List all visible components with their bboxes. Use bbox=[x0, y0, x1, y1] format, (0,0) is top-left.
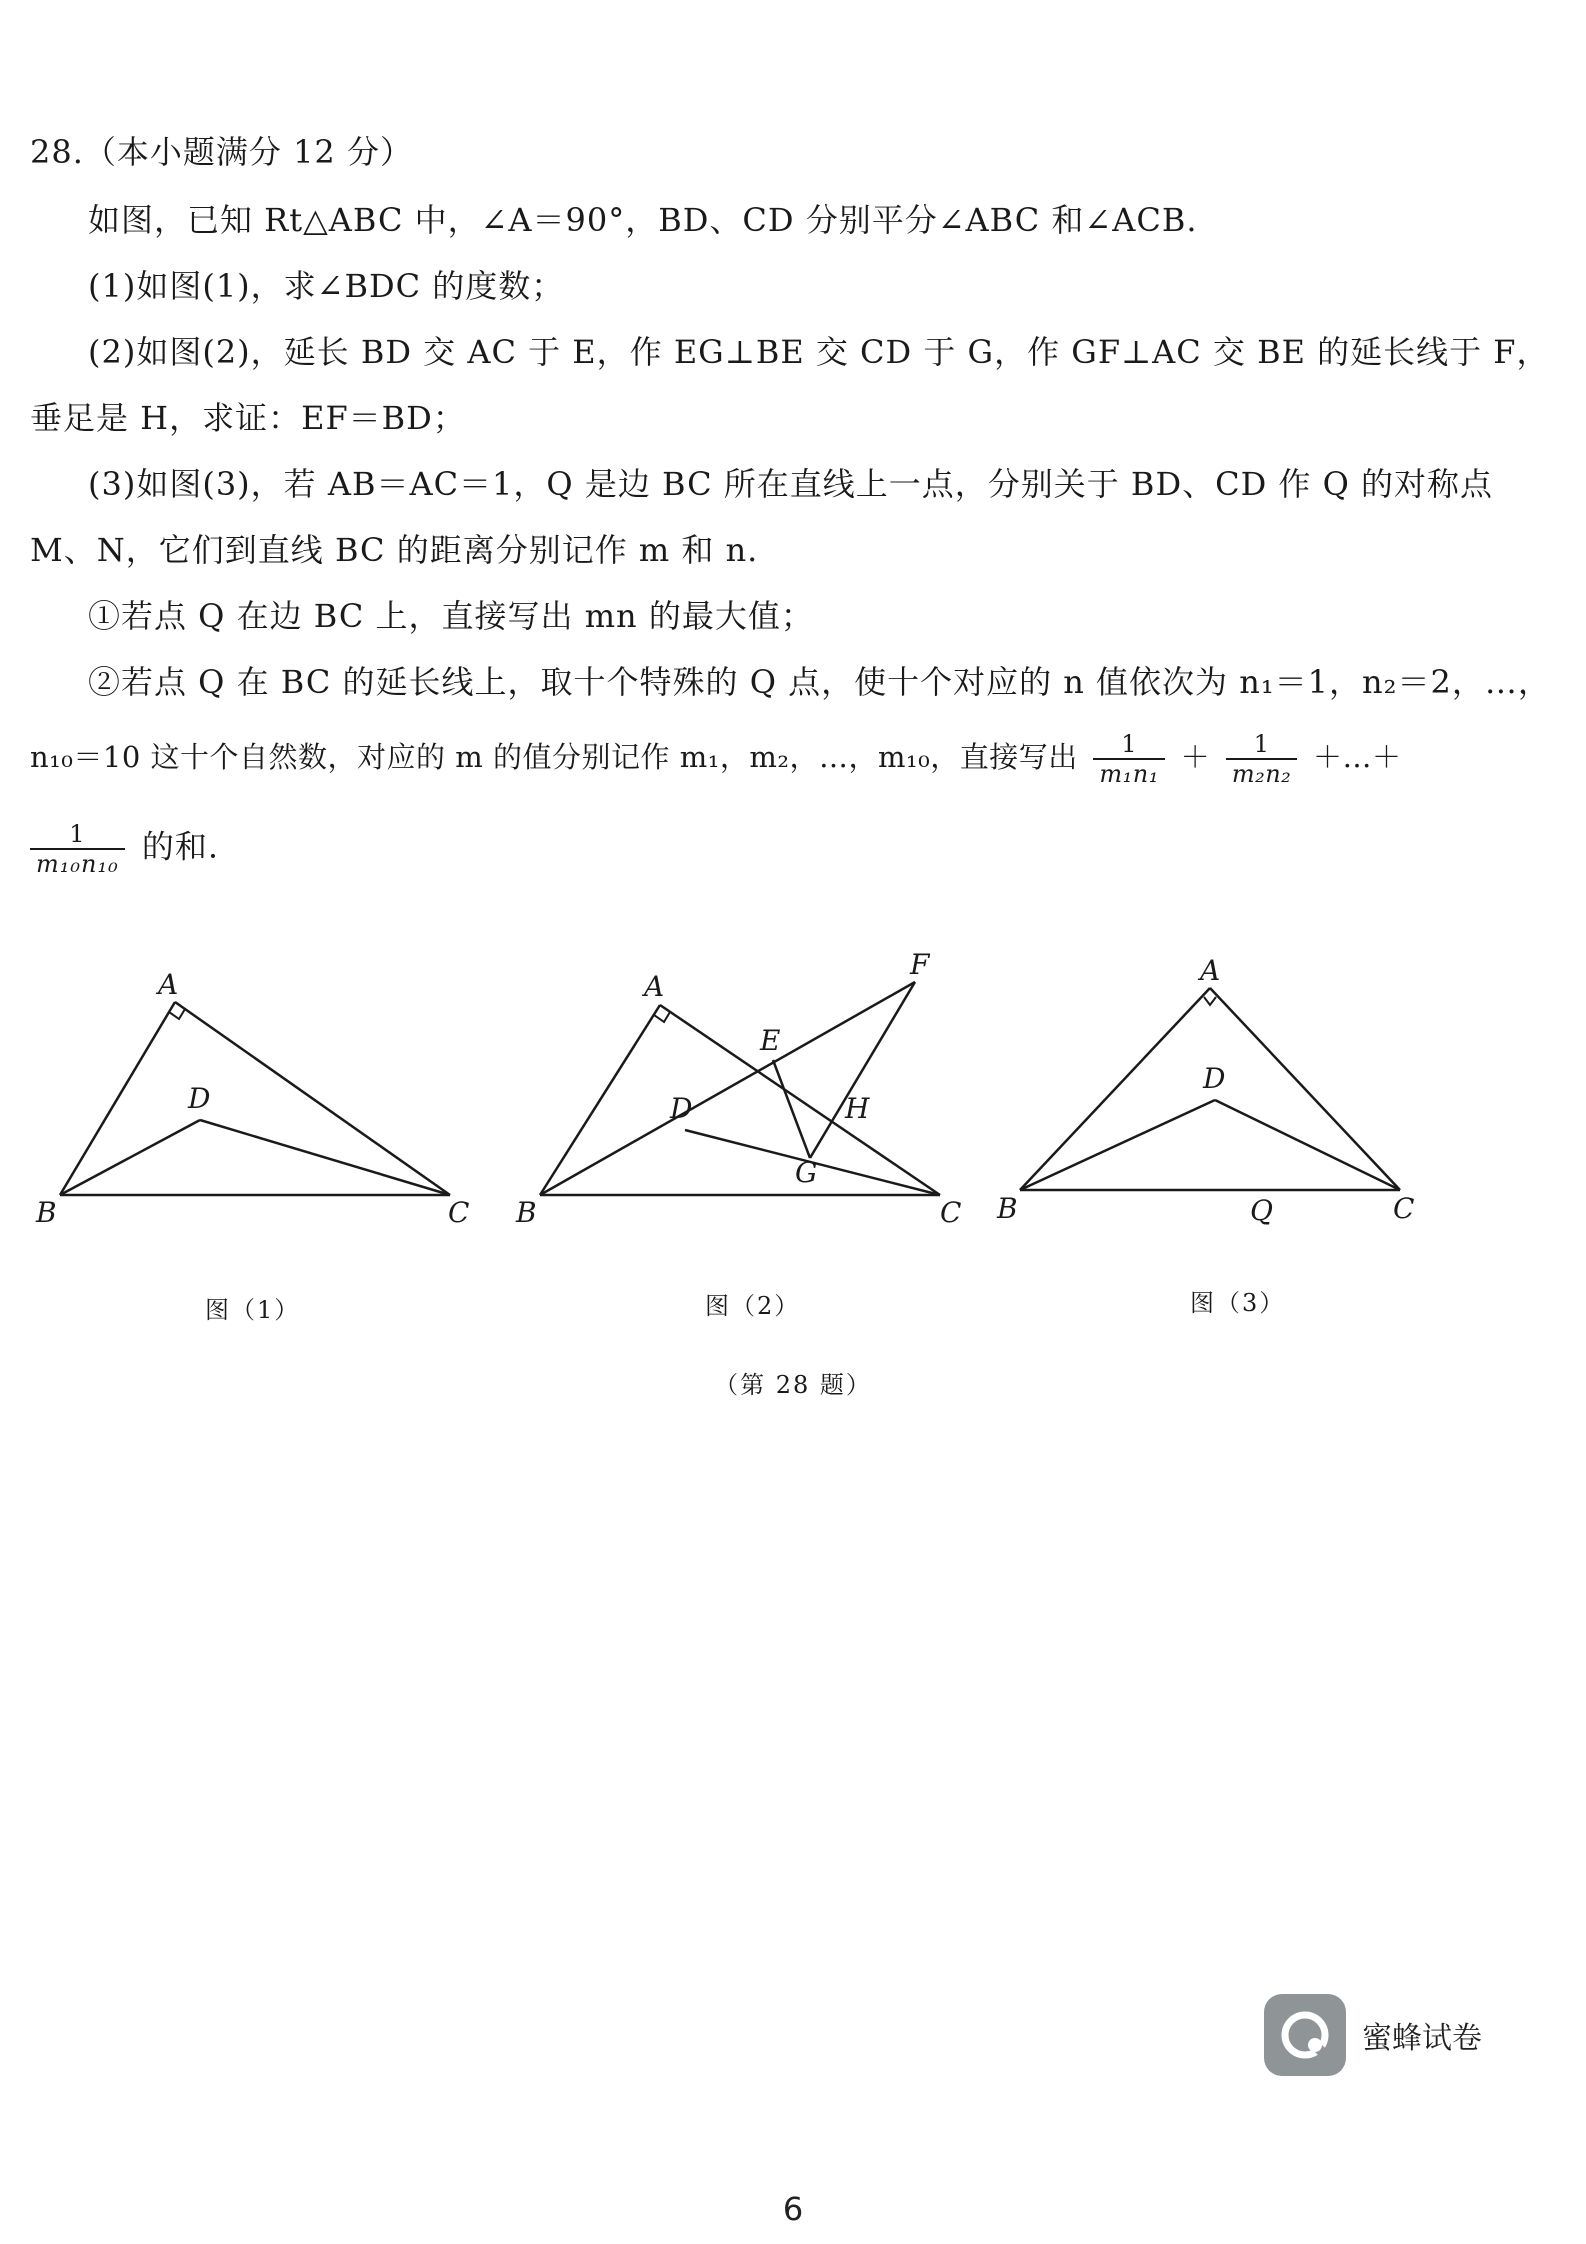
right-angle-mark bbox=[1204, 997, 1216, 1005]
fraction-3-denominator: m₁₀n₁₀ bbox=[30, 848, 125, 878]
brand-name: 蜜蜂试卷 bbox=[1362, 2021, 1482, 2056]
segment-gf bbox=[810, 982, 915, 1158]
fraction-3 bbox=[30, 820, 125, 878]
part-2: (2)如图(2)，延长 BD 交 AC 于 E，作 EG⊥BE 交 CD 于 G，作 GF⊥AC 交 BE 的延长线于 F， bbox=[88, 333, 1550, 371]
segment-ab bbox=[60, 1002, 175, 1195]
part-3-sub-2-continued bbox=[30, 730, 1402, 788]
right-angle-mark bbox=[169, 1009, 185, 1019]
label-d: D bbox=[1203, 1062, 1226, 1095]
segment-ab bbox=[1020, 988, 1210, 1190]
figure-1-diagram bbox=[30, 950, 500, 1250]
figure-1-caption: 图（1） bbox=[205, 1296, 301, 1324]
label-h: H bbox=[845, 1092, 870, 1125]
question-label: （第 28 题） bbox=[714, 1371, 872, 1399]
label-a: A bbox=[158, 968, 179, 1001]
label-b: B bbox=[997, 1192, 1018, 1225]
part-3-sub-2-end bbox=[30, 820, 219, 878]
figure-2-caption: 图（2） bbox=[705, 1292, 801, 1320]
part-3-continued: M、N，它们到直线 BC 的距离分别记作 m 和 n. bbox=[30, 531, 759, 569]
figure-1 bbox=[30, 950, 500, 1254]
segment-cd bbox=[200, 1120, 450, 1195]
label-a: A bbox=[644, 970, 665, 1003]
fraction-2-numerator: 1 bbox=[1253, 730, 1270, 758]
label-f: F bbox=[910, 948, 930, 981]
segment-bd bbox=[1020, 1100, 1215, 1190]
fraction-2-denominator: m₂n₂ bbox=[1226, 758, 1297, 788]
fraction-2 bbox=[1226, 730, 1297, 788]
figure-3 bbox=[995, 950, 1465, 1254]
segment-cd bbox=[1215, 1100, 1400, 1190]
brand-watermark bbox=[1264, 1994, 1482, 2076]
page-number: 6 bbox=[782, 2190, 804, 2228]
fraction-1 bbox=[1093, 730, 1164, 788]
plus-sign: ＋ bbox=[1180, 740, 1211, 774]
segment-ac bbox=[1210, 988, 1400, 1190]
figure-2 bbox=[510, 950, 980, 1254]
sum-text: 的和. bbox=[141, 827, 220, 866]
label-a: A bbox=[1200, 954, 1221, 987]
segment-eg bbox=[773, 1060, 810, 1158]
label-q: Q bbox=[1250, 1194, 1273, 1227]
bee-logo-icon bbox=[1264, 1994, 1346, 2076]
segment-ac bbox=[175, 1002, 450, 1195]
fraction-1-denominator: m₁n₁ bbox=[1093, 758, 1164, 788]
right-angle-mark bbox=[654, 1012, 670, 1022]
label-b: B bbox=[36, 1196, 57, 1229]
figure-3-diagram bbox=[995, 950, 1465, 1250]
label-c: C bbox=[940, 1196, 962, 1229]
part-3: (3)如图(3)，若 AB＝AC＝1，Q 是边 BC 所在直线上一点，分别关于 BD、CD 作 Q 的对称点 bbox=[88, 465, 1493, 503]
sequence-text: n₁₀＝10 这十个自然数，对应的 m 的值分别记作 m₁，m₂，…，m₁₀，直接写出 bbox=[30, 740, 1078, 774]
part-1: (1)如图(1)，求∠BDC 的度数； bbox=[88, 267, 565, 305]
segment-ab bbox=[540, 1005, 660, 1195]
part-3-sub-2: ②若点 Q 在 BC 的延长线上，取十个特殊的 Q 点，使十个对应的 n 值依次为 n₁＝1，n₂＝2，…， bbox=[88, 663, 1551, 701]
label-d: D bbox=[670, 1092, 693, 1125]
part-2-continued: 垂足是 H，求证：EF＝BD； bbox=[30, 399, 466, 437]
problem-header: 28.（本小题满分 12 分） bbox=[30, 133, 413, 171]
label-c: C bbox=[1393, 1192, 1415, 1225]
label-e: E bbox=[760, 1024, 781, 1057]
label-b: B bbox=[516, 1196, 537, 1229]
segment-bf bbox=[540, 982, 915, 1195]
part-3-sub-1: ①若点 Q 在边 BC 上，直接写出 mn 的最大值； bbox=[88, 597, 814, 635]
fraction-3-numerator: 1 bbox=[69, 820, 86, 848]
plus-ellipsis: ＋…＋ bbox=[1313, 740, 1402, 774]
figure-2-diagram bbox=[510, 950, 980, 1250]
problem-statement: 如图，已知 Rt△ABC 中，∠A＝90°，BD、CD 分别平分∠ABC 和∠ACB. bbox=[88, 201, 1198, 239]
label-g: G bbox=[795, 1156, 818, 1189]
label-d: D bbox=[188, 1082, 211, 1115]
figure-3-caption: 图（3） bbox=[1190, 1289, 1286, 1317]
fraction-1-numerator: 1 bbox=[1121, 730, 1138, 758]
label-c: C bbox=[448, 1196, 470, 1229]
